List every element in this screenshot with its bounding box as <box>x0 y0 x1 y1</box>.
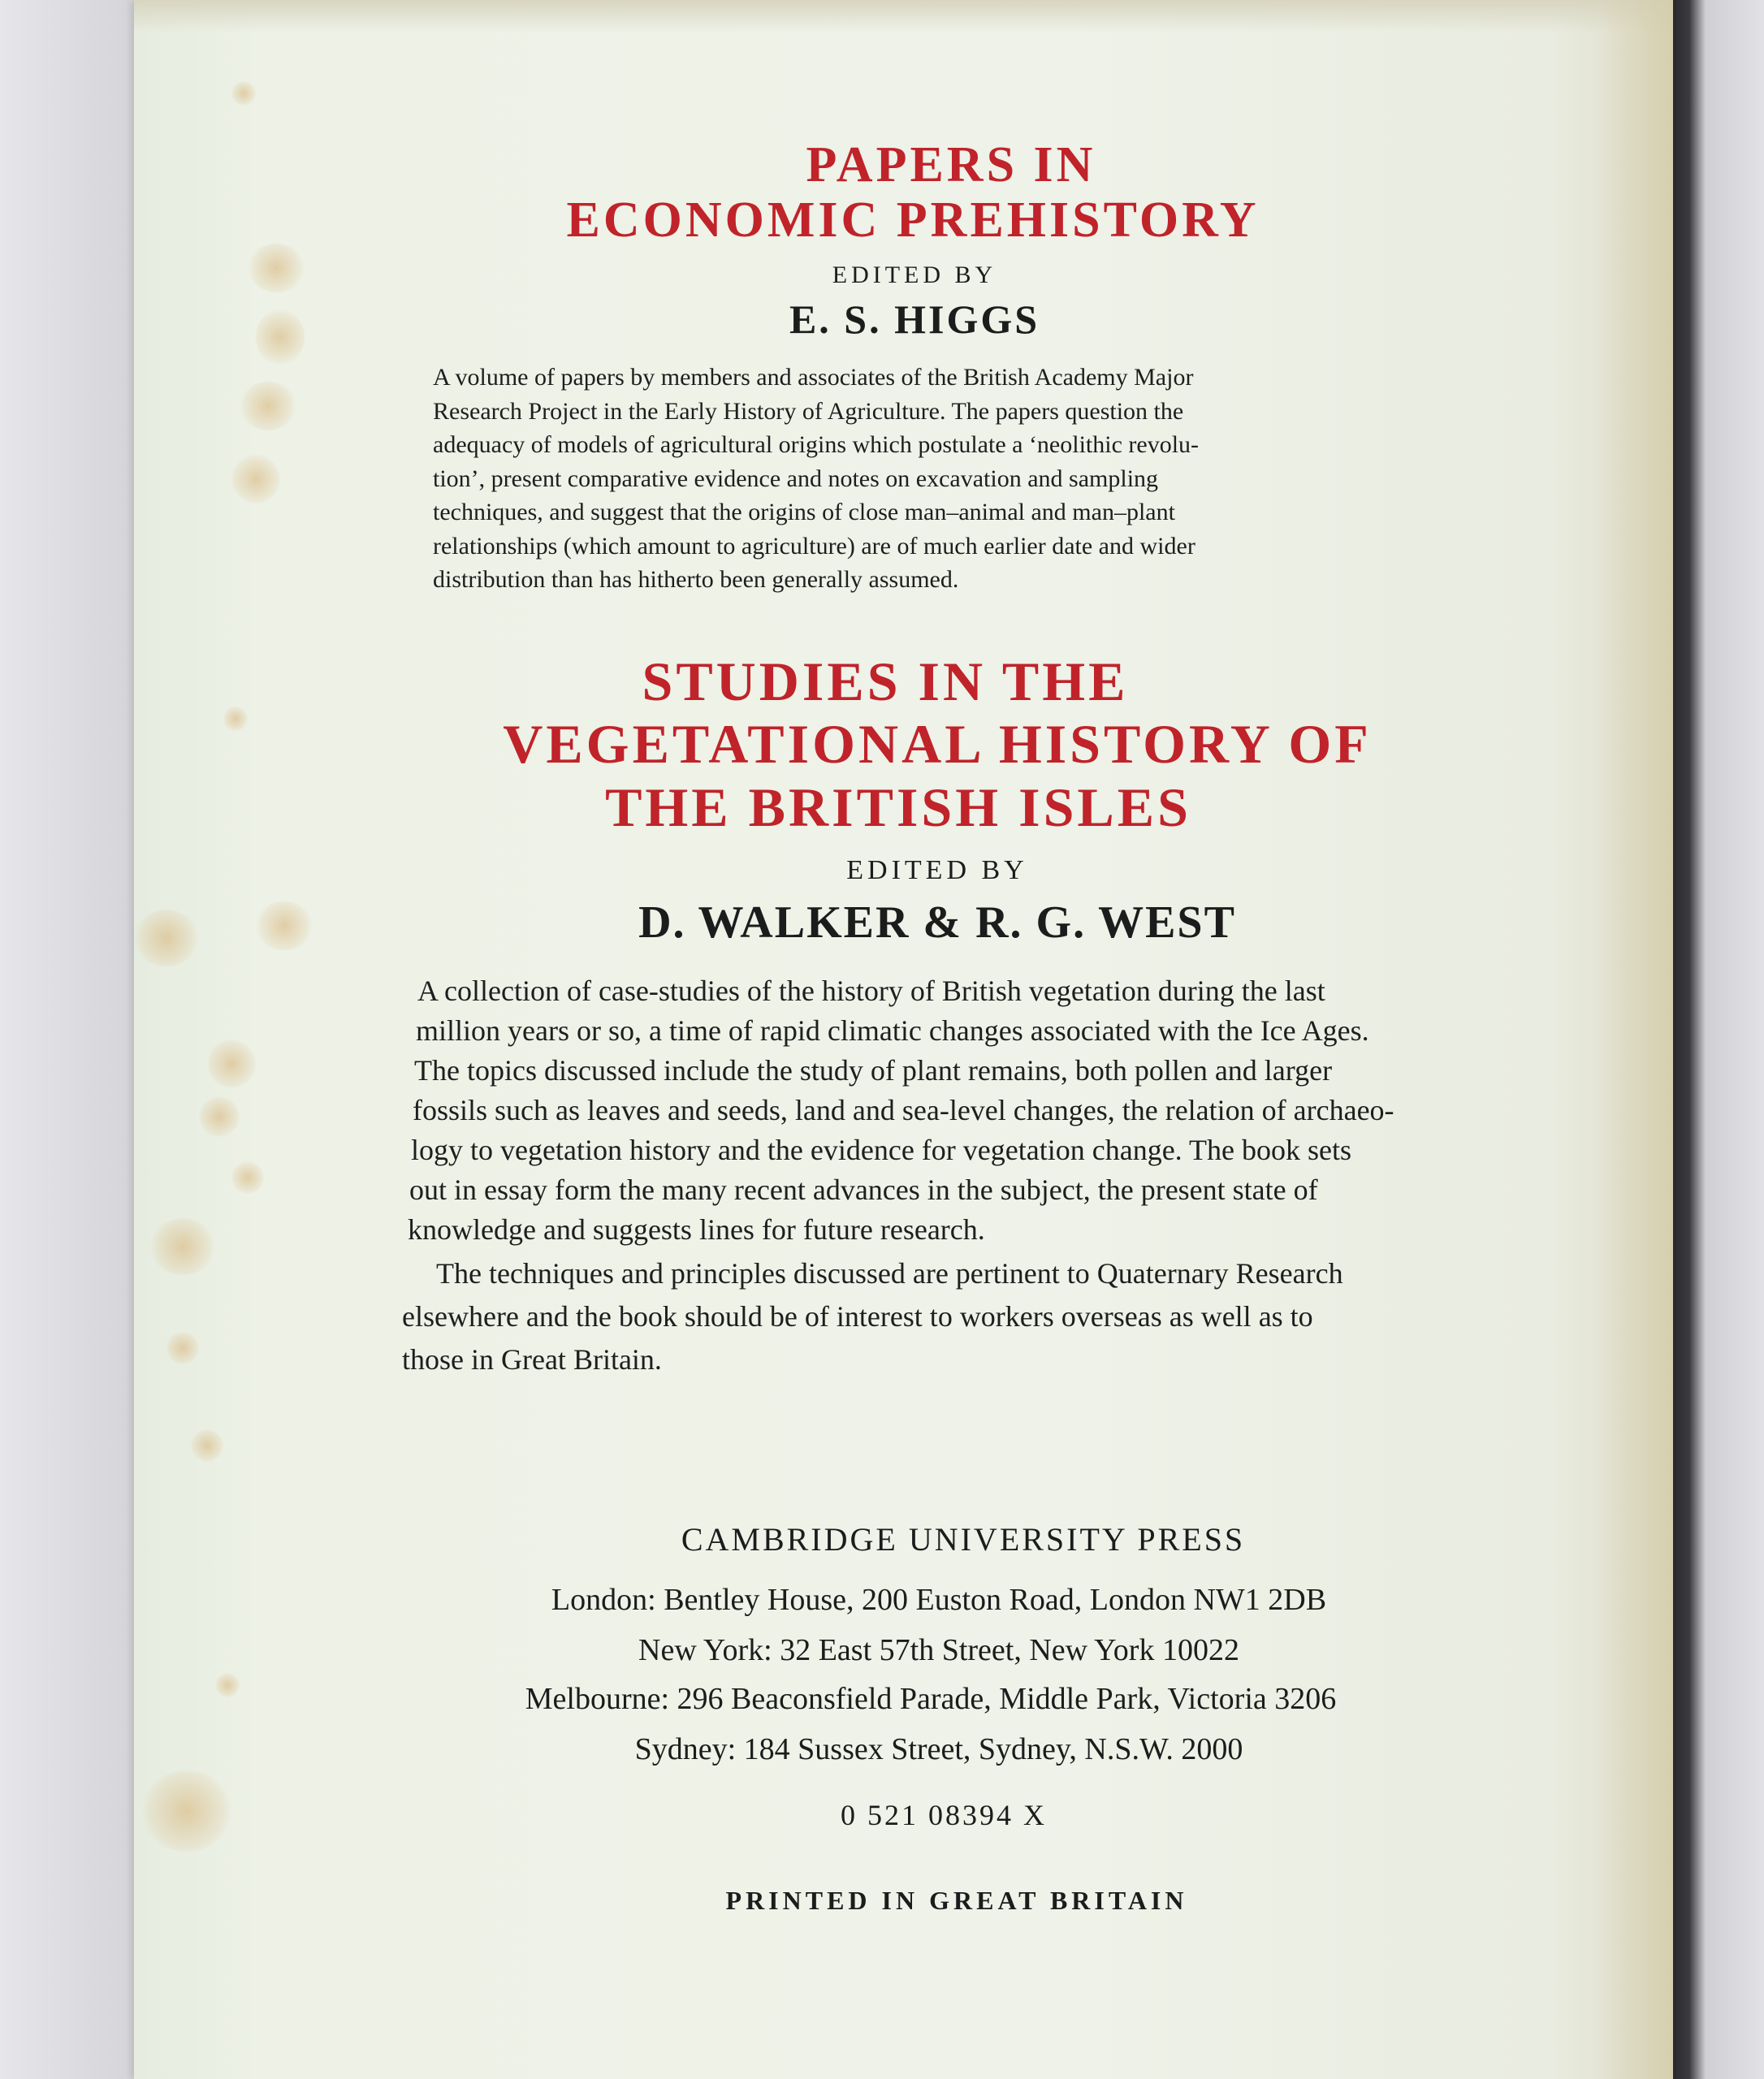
book1-description <box>433 361 1420 597</box>
book1-title-line2: ECONOMIC PREHISTORY <box>566 192 1260 248</box>
book1-title-line1: PAPERS IN <box>806 137 1096 192</box>
publisher-name: CAMBRIDGE UNIVERSITY PRESS <box>681 1521 1246 1558</box>
book2-edited-by: EDITED BY <box>846 855 1028 885</box>
book1-description-line: relationships (which amount to agriculture) are of much earlier date and wider <box>433 532 1195 560</box>
printed-in: PRINTED IN GREAT BRITAIN <box>725 1886 1188 1915</box>
book2-description <box>408 971 1512 1250</box>
book2-title-line1: STUDIES IN THE <box>642 650 1129 712</box>
book1-editor: E. S. HIGGS <box>789 296 1040 342</box>
book2-description-line: million years or so, a time of rapid climatic changes associated with the Ice Ages. <box>416 1014 1369 1047</box>
publisher-address-new-york: New York: 32 East 57th Street, New York 10022 <box>638 1633 1239 1667</box>
publisher-address-london: London: Bentley House, 200 Euston Road, London NW1 2DB <box>551 1583 1327 1617</box>
book2-title-line3: THE BRITISH ISLES <box>605 776 1191 838</box>
book2-editors: D. WALKER & R. G. WEST <box>638 897 1236 948</box>
book2-description-2-line: The techniques and principles discussed are pertinent to Quaternary Research <box>436 1257 1343 1290</box>
book1-description-line: tion’, present comparative evidence and notes on excavation and sampling <box>433 465 1159 492</box>
book1-description-line: techniques, and suggest that the origins of close man–animal and man–plant <box>433 499 1175 525</box>
book1-edited-by: EDITED BY <box>832 261 997 288</box>
isbn: 0 521 08394 X <box>841 1799 1047 1831</box>
book2-description-line: out in essay form the many recent advances in the subject, the present state of <box>409 1173 1318 1206</box>
book2-description-2-line: elsewhere and the book should be of interest to workers overseas as well as to <box>402 1300 1313 1333</box>
book2-description-line: knowledge and suggests lines for future research. <box>408 1213 985 1246</box>
book2-description-line: The topics discussed include the study of plant remains, both pollen and larger <box>414 1054 1333 1087</box>
book1-description-line: Research Project in the Early History of Agriculture. The papers question the <box>433 397 1184 425</box>
book2-description-line: logy to vegetation history and the evidence for vegetation change. The book sets <box>411 1134 1351 1166</box>
book1-description-line: A volume of papers by members and associates of the British Academy Major <box>433 364 1194 391</box>
book2-description-2-line: those in Great Britain. <box>402 1343 662 1376</box>
book2-description-line: A collection of case-studies of the history of British vegetation during the last <box>417 975 1325 1007</box>
publisher-address-sydney: Sydney: 184 Sussex Street, Sydney, N.S.W. 2000 <box>634 1732 1243 1766</box>
publisher-address-melbourne: Melbourne: 296 Beaconsfield Parade, Middle Park, Victoria 3206 <box>525 1682 1337 1716</box>
book2-description-2 <box>402 1252 1523 1381</box>
book1-description-line: distribution than has hitherto been generally assumed. <box>433 566 959 593</box>
book1-description-line: adequacy of models of agricultural origins which postulate a ‘neolithic revolu- <box>433 431 1200 458</box>
book2-title-line2: VEGETATIONAL HISTORY OF <box>503 713 1372 775</box>
book2-description-line: fossils such as leaves and seeds, land and sea-level changes, the relation of archaeo- <box>413 1094 1394 1126</box>
